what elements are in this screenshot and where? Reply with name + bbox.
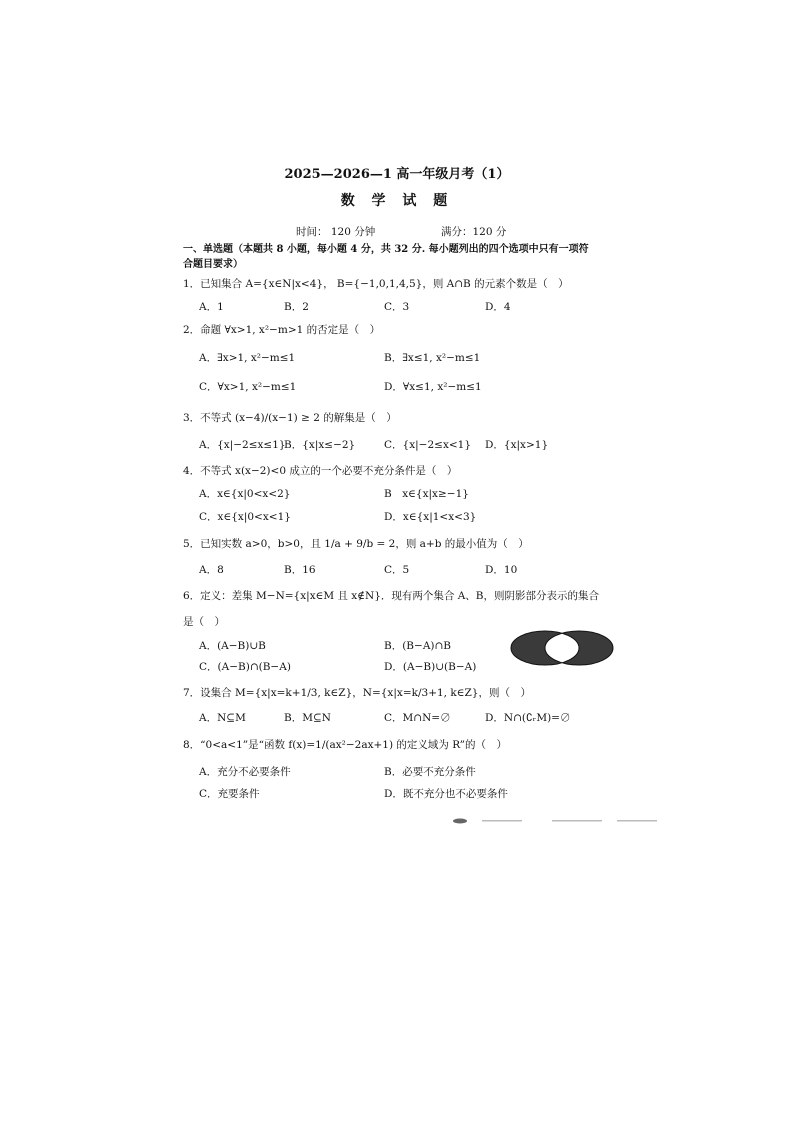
option-c[interactable]: C．∀x>1, x²−m≤1 <box>199 381 297 393</box>
question-stem: 8．“0<a<1”是“函数 f(x)=1/(ax²−2ax+1) 的定义域为 R”的（ ） <box>183 739 507 751</box>
exam-subtitle: 数 学 试 题 <box>340 193 454 209</box>
option-a[interactable]: A．N⊆M <box>199 712 246 724</box>
option-a[interactable]: A．8 <box>199 564 224 576</box>
section-heading: 一、单选题（本题共 8 小题，每小题 4 分，共 32 分. 每小题列出的四个选项中只有一项符 <box>183 244 589 255</box>
option-b[interactable]: B x∈{x|x≥−1} <box>384 488 469 500</box>
option-b[interactable]: B．16 <box>284 564 316 576</box>
option-d[interactable]: D．10 <box>485 564 518 576</box>
question-stem-cont: 是（ ） <box>183 616 225 628</box>
question-stem: 2．命题 ∀x>1, x²−m>1 的否定是（ ） <box>183 324 381 336</box>
option-c[interactable]: C．(A−B)∩(B−A) <box>199 661 291 673</box>
question-stem: 4．不等式 x(x−2)<0 成立的一个必要不充分条件是（ ） <box>183 465 458 477</box>
question-stem: 3．不等式 (x−4)/(x−1) ≥ 2 的解集是（ ） <box>183 412 397 424</box>
option-d[interactable]: D．4 <box>485 301 511 313</box>
option-a[interactable]: A．(A−B)∪B <box>199 640 266 652</box>
option-c[interactable]: C．M∩N=∅ <box>384 712 451 724</box>
option-d[interactable]: D．x∈{x|1<x<3} <box>384 511 477 523</box>
option-a[interactable]: A．x∈{x|0<x<2} <box>199 488 291 500</box>
option-d[interactable]: D．(A−B)∪(B−A) <box>384 661 477 673</box>
option-a[interactable]: A．充分不必要条件 <box>199 766 291 778</box>
question-stem: 7．设集合 M={x|x=k+1/3, k∈Z}，N={x|x=k/3+1, k∈Z}，则（ ） <box>183 687 531 699</box>
option-d[interactable]: D．既不充分也不必要条件 <box>384 788 508 800</box>
option-b[interactable]: B．2 <box>284 301 309 313</box>
question-stem: 1．已知集合 A={x∈N|x<4}， B={−1,0,1,4,5}，则 A∩B 的元素个数是（ ） <box>183 278 569 290</box>
option-c[interactable]: C．x∈{x|0<x<1} <box>199 511 291 523</box>
option-c[interactable]: C．5 <box>384 564 410 576</box>
venn-diagram <box>509 629 615 667</box>
question-stem: 6．定义：差集 M−N={x|x∈M 且 x∉N}．现有两个集合 A、B，则阴影部分表示的集合 <box>183 590 600 602</box>
option-c[interactable]: C．3 <box>384 301 410 313</box>
option-b[interactable]: B．M⊆N <box>284 712 331 724</box>
option-b[interactable]: B．(B−A)∩B <box>384 640 452 652</box>
option-b[interactable]: B．{x|x≤−2} <box>284 439 356 451</box>
option-b[interactable]: B．∃x≤1, x²−m≤1 <box>384 352 481 364</box>
option-d[interactable]: D．N∩(∁ᵣM)=∅ <box>485 712 571 724</box>
option-c[interactable]: C．{x|−2≤x<1} <box>384 439 472 451</box>
option-d[interactable]: D．∀x≤1, x²−m≤1 <box>384 381 482 393</box>
option-a[interactable]: A．∃x>1, x²−m≤1 <box>199 352 296 364</box>
option-a[interactable]: A．{x|−2≤x≤1} <box>199 439 286 451</box>
exam-title: 2025—2026—1 高一年级月考（1） <box>284 167 510 182</box>
exam-score: 满分：120 分 <box>441 226 507 238</box>
option-a[interactable]: A．1 <box>199 301 224 313</box>
option-d[interactable]: D．{x|x>1} <box>485 439 549 451</box>
section-heading-cont: 合题目要求） <box>183 259 243 270</box>
question-stem: 5．已知实数 a>0，b>0，且 1/a + 9/b = 2，则 a+b 的最小值为（ ） <box>183 538 529 550</box>
option-c[interactable]: C．充要条件 <box>199 788 260 800</box>
scan-smudge <box>452 818 660 824</box>
option-b[interactable]: B．必要不充分条件 <box>384 766 476 778</box>
exam-time: 时间： 120 分钟 <box>296 226 376 238</box>
